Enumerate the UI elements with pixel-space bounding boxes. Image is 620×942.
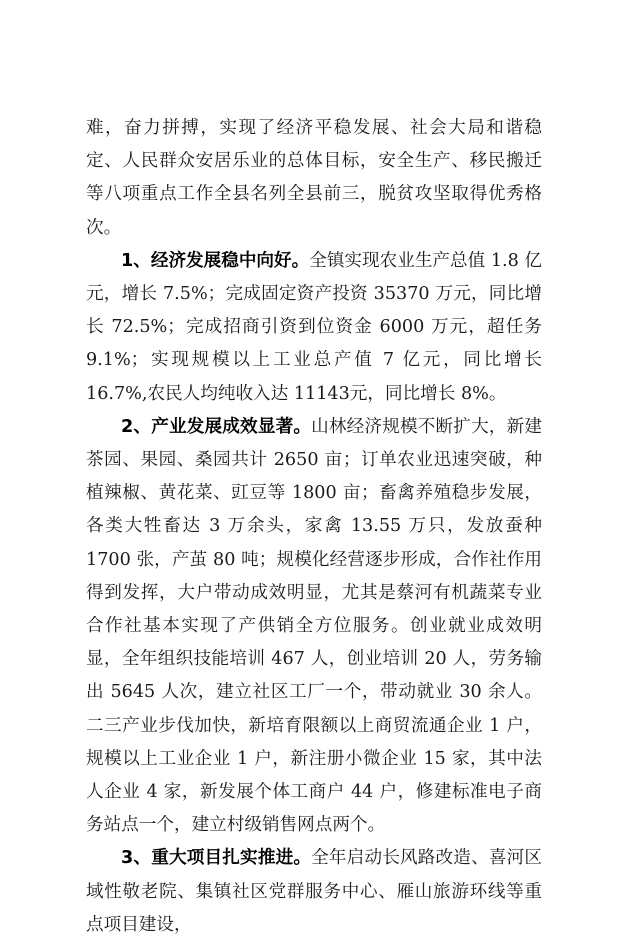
- section-heading: 1、经济发展稳中向好。: [121, 250, 310, 271]
- paragraph-text: 难，奋力拼搏，实现了经济平稳发展、社会大局和谐稳定、人民群众安居乐业的总体目标，安全生产、移民搬迁等八项重点工作全县名列全县前三，脱贫攻坚取得优秀格次。: [86, 118, 542, 238]
- paragraph-economy: [86, 245, 542, 411]
- section-heading: 3、重大项目扎实推进。: [121, 848, 312, 869]
- paragraph-text: 全镇实现农业生产总值 1.8 亿元，增长 7.5%；完成固定资产投资 35370 万元，同比增长 72.5%；完成招商引资到位资金 6000 万元，超任务 9.1%；实现规模以上工业总产值 7 亿元，同比增长 16.7%,农民人均纯收入达 11143元，同比增长 8%。: [86, 250, 542, 404]
- document-body: [86, 112, 542, 942]
- paragraph-intro: [86, 112, 542, 245]
- paragraph-text: 山林经济规模不断扩大，新建茶园、果园、桑园共计 2650 亩；订单农业迅速突破，种植辣椒、黄花菜、豇豆等 1800 亩；畜禽养殖稳步发展，各类大牲畜达 3 万余头，家禽 13.55 万只，发放蚕种 1700 张，产茧 80 吨；规模化经营逐步形成，合作社作用得到发挥，大户带动成效明显，尤其是蔡河有机蔬菜专业合作社基本实现了产供销全方位服务。创业就业成效明显，全年组织技能培训 467 人，创业培训 20 人，劳务输出 5645 人次，建立社区工厂一个，带动就业 30 余人。二三产业步伐加快，新培育限额以上商贸流通企业 1 户，规模以上工业企业 1 户，新注册小微企业 15 家，其中法人企业 4 家，新发展个体工商户 44 户，修建标准电子商务站点一个，建立村级销售网点两个。: [86, 416, 542, 836]
- paragraph-projects: [86, 842, 542, 942]
- section-heading: 2、产业发展成效显著。: [121, 416, 312, 437]
- paragraph-industry: [86, 411, 542, 843]
- paragraph-text: 全年启动长风路改造、喜河区域性敬老院、集镇社区党群服务中心、雁山旅游环线等重点项目建设，: [86, 848, 542, 935]
